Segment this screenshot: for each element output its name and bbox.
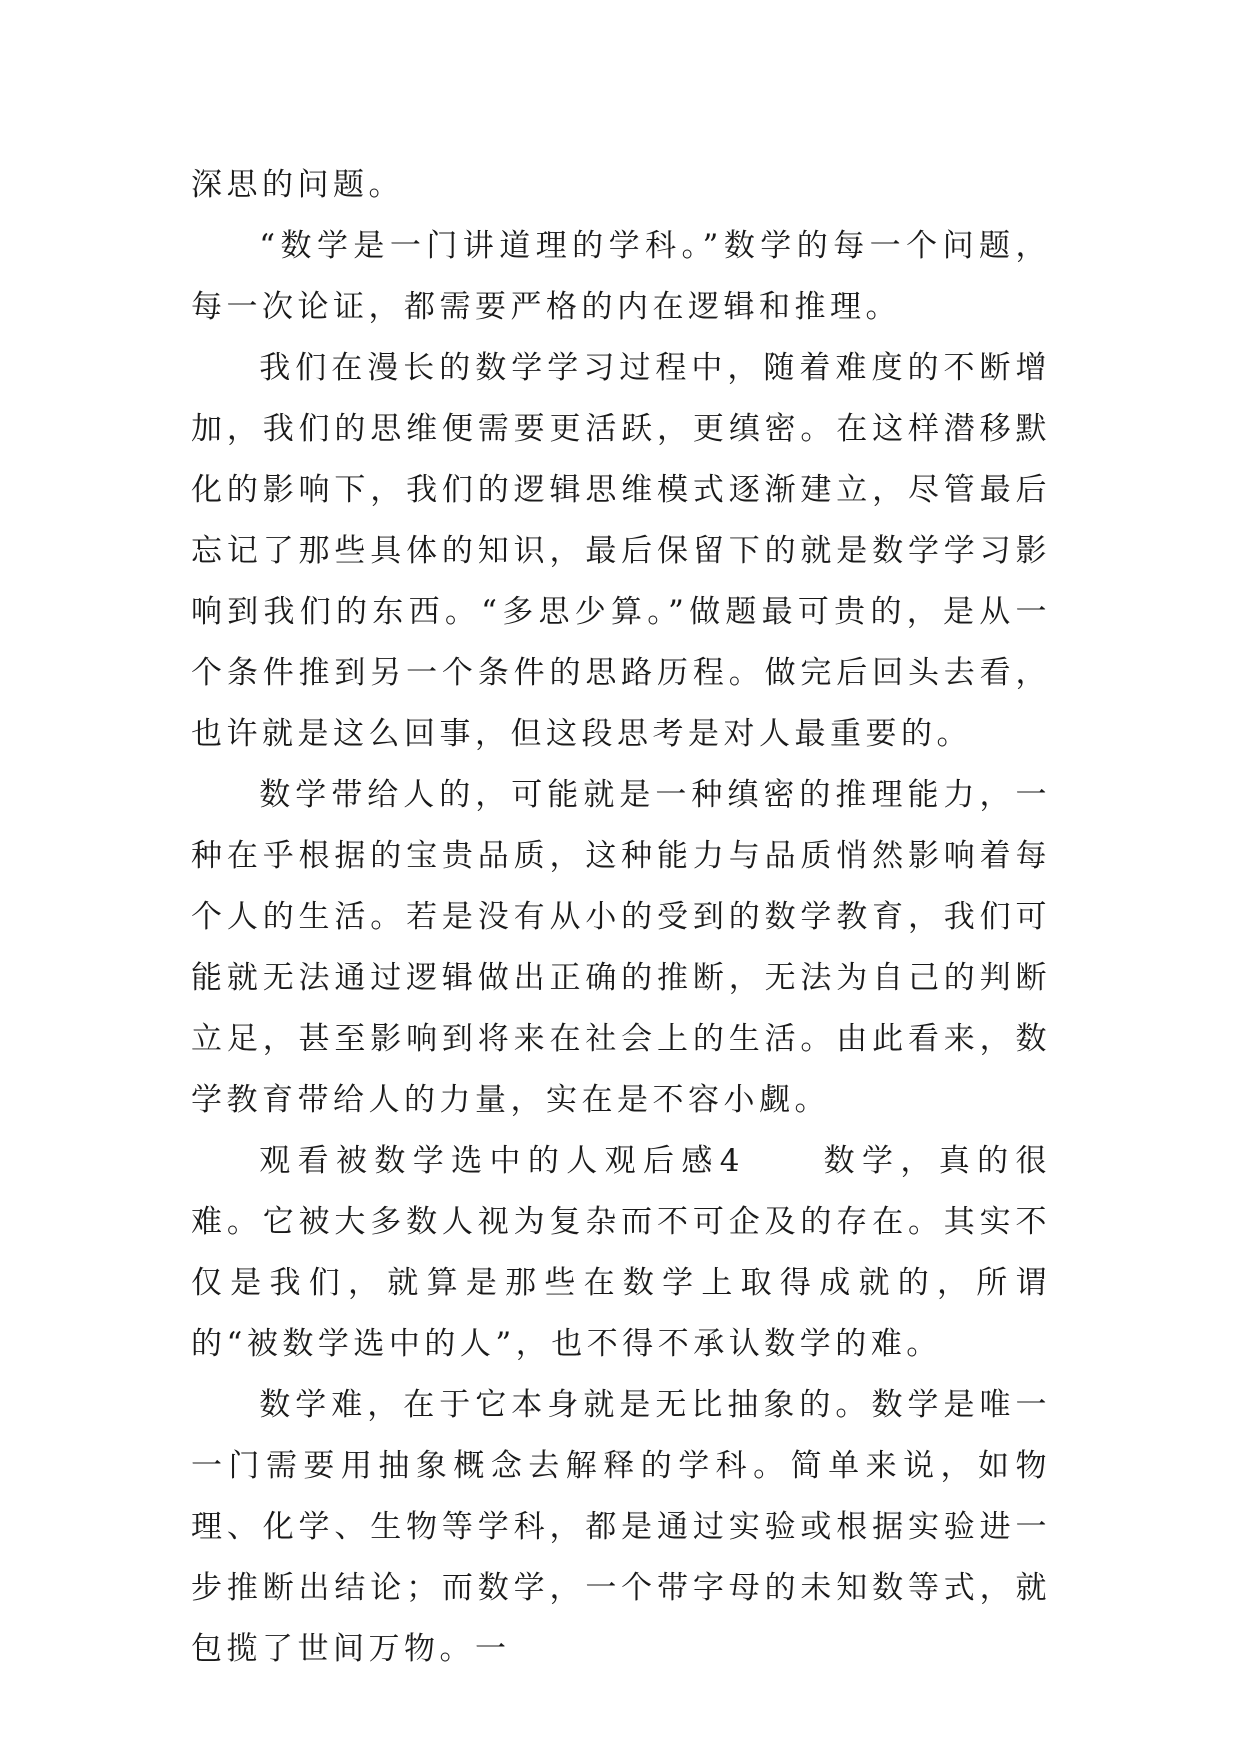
paragraph-essay-4-intro: 观看被数学选中的人观后感4 数学，真的很难。它被大多数人视为复杂而不可企及的存在。其实不仅是我们，就算是那些在数学上取得成就的，所谓的“被数学选中的人”，也不得不承认数学的难。 xyxy=(191,1143,1051,1362)
paragraph-abstraction: 数学难，在于它本身就是无比抽象的。数学是唯一一门需要用抽象概念去解释的学科。简单来说，如物理、化学、生物等学科，都是通过实验或根据实验进一步推断出结论；而数学，一个带字母的未知数等式，就包揽了世间万物。一 xyxy=(191,1387,1051,1667)
paragraph-quote-logic: “数学是一门讲道理的学科。”数学的每一个问题，每一次论证，都需要严格的内在逻辑和推理。 xyxy=(191,228,1051,325)
paragraph-continuation: 深思的问题。 xyxy=(191,167,404,203)
document-body xyxy=(191,155,1051,1680)
paragraph-learning-process: 我们在漫长的数学学习过程中，随着难度的不断增加，我们的思维便需要更活跃，更缜密。在这样潜移默化的影响下，我们的逻辑思维模式逐渐建立，尽管最后忘记了那些具体的知识，最后保留下的就是数学学习影响到我们的东西。“多思少算。”做题最可贵的，是从一个条件推到另一个条件的思路历程。做完后回头去看，也许就是这么回事，但这段思考是对人最重要的。 xyxy=(191,350,1051,752)
paragraph-reasoning-ability: 数学带给人的，可能就是一种缜密的推理能力，一种在乎根据的宝贵品质，这种能力与品质悄然影响着每个人的生活。若是没有从小的受到的数学教育，我们可能就无法通过逻辑做出正确的推断，无法为自己的判断立足，甚至影响到将来在社会上的生活。由此看来，数学教育带给人的力量，实在是不容小觑。 xyxy=(191,777,1051,1118)
